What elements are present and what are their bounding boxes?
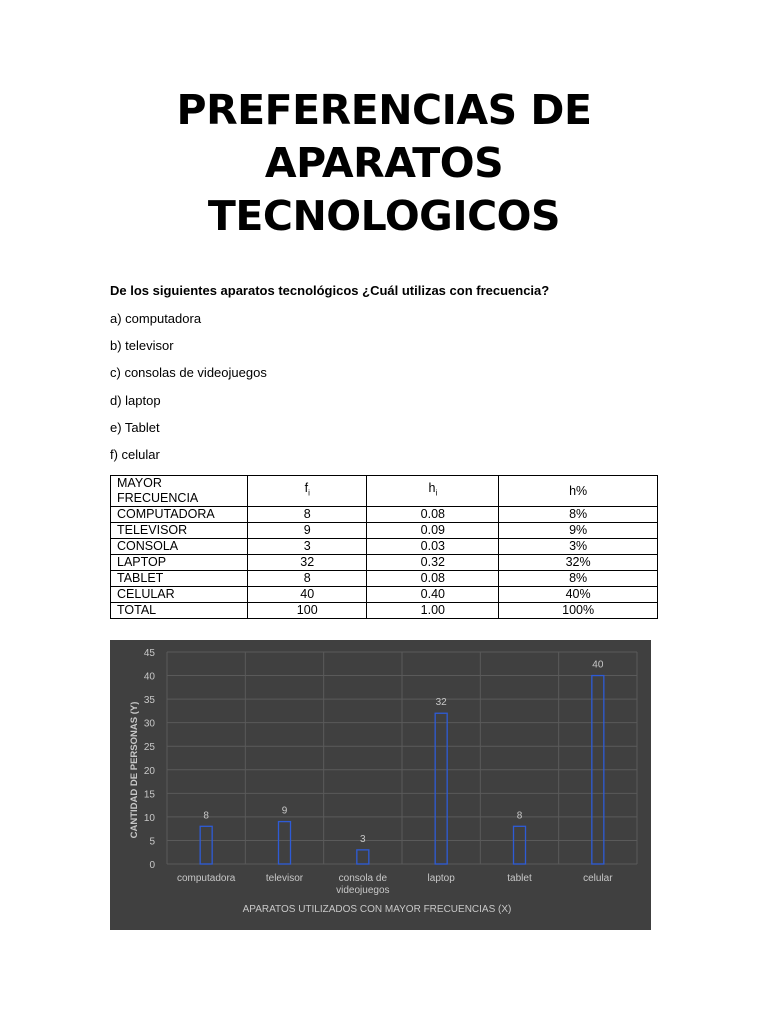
y-tick-label: 30 (143, 718, 155, 730)
bar (200, 826, 212, 864)
option-e: e) Tablet (110, 419, 160, 435)
table-row-total (111, 603, 658, 619)
x-tick-label: consola de (338, 873, 388, 884)
cell-fi: 32 (248, 555, 367, 571)
data-label: 40 (592, 659, 604, 671)
table-row (111, 587, 658, 603)
cell-hi: 0.03 (367, 539, 499, 555)
data-label: 9 (281, 805, 288, 817)
title-line-3: TECNOLOGICOS (207, 192, 561, 240)
bar (357, 850, 369, 864)
bar (435, 713, 447, 864)
option-f: f) celular (110, 446, 160, 462)
cell-hi: 0.40 (367, 587, 499, 603)
table-row (111, 539, 658, 555)
frequency-table (110, 475, 658, 619)
option-a: a) computadora (110, 311, 202, 326)
option-c: c) consolas de videojuegos (110, 365, 267, 381)
y-tick-label: 45 (143, 648, 155, 659)
cell-hi: 0.08 (367, 571, 499, 587)
cell-h-percent: 40% (499, 587, 658, 603)
data-label: 8 (203, 810, 209, 822)
cell-fi: 3 (248, 539, 367, 555)
y-axis-title: CANTIDAD DE PERSONAS (Y) (129, 701, 140, 839)
option-b: b) televisor (110, 338, 174, 354)
cell-category: TABLET (111, 571, 248, 587)
table-header-row (111, 476, 658, 507)
data-label: 8 (516, 810, 523, 822)
cell-category: COMPUTADORA (111, 507, 248, 523)
table-row (111, 555, 658, 571)
cell-h-percent: 100% (499, 603, 658, 619)
cell-category: LAPTOP (111, 555, 248, 571)
x-tick-label: laptop (427, 873, 455, 884)
cell-fi: 8 (248, 571, 367, 587)
x-tick-label: tablet (507, 873, 532, 884)
cell-category: CELULAR (111, 587, 248, 603)
title-line-1: PREFERENCIAS DE (176, 86, 592, 134)
table-row (111, 571, 658, 587)
y-tick-label: 40 (143, 671, 155, 683)
cell-h-percent: 9% (499, 523, 658, 539)
x-tick-label: celular (583, 873, 613, 884)
bar (279, 822, 291, 864)
cell-h-percent: 8% (499, 571, 658, 587)
cell-hi: 0.09 (367, 523, 499, 539)
cell-fi: 40 (248, 587, 367, 603)
title-line-2: APARATOS (264, 139, 504, 187)
data-label: 32 (435, 697, 447, 709)
y-tick-label: 20 (143, 765, 155, 777)
table-row (111, 507, 658, 523)
chart-svg (110, 640, 651, 930)
y-tick-label: 10 (143, 812, 155, 824)
y-tick-label: 25 (143, 742, 155, 754)
y-tick-label: 0 (149, 860, 155, 871)
x-tick-label: videojuegos (336, 885, 390, 896)
cell-fi: 8 (248, 507, 367, 523)
x-axis-title: APARATOS UTILIZADOS CON MAYOR FRECUENCIAS (X) (242, 904, 512, 915)
cell-h-percent: 3% (499, 539, 658, 555)
data-label: 3 (360, 833, 366, 845)
cell-hi: 0.32 (367, 555, 499, 571)
bar (514, 826, 526, 864)
header-category: MAYOR FRECUENCIA (111, 476, 248, 507)
cell-category: TOTAL (111, 603, 248, 619)
header-hi: $h_i$ (367, 476, 499, 507)
cell-fi: 9 (248, 523, 367, 539)
header-fi: $f_i$ (248, 476, 367, 507)
page-title (0, 84, 768, 243)
survey-question: De los siguientes aparatos tecnológicos ¿Cuál utilizas con frecuencia? (110, 283, 550, 298)
header-h-percent: h% (499, 476, 658, 507)
cell-fi: 100 (248, 603, 367, 619)
cell-category: CONSOLA (111, 539, 248, 555)
cell-category: TELEVISOR (111, 523, 248, 539)
cell-hi: 0.08 (367, 507, 499, 523)
y-tick-label: 35 (143, 695, 155, 707)
x-tick-label: computadora (176, 873, 236, 884)
y-tick-label: 5 (149, 836, 155, 848)
table-row (111, 523, 658, 539)
option-d: d) laptop (110, 392, 161, 408)
cell-h-percent: 8% (499, 507, 658, 523)
y-tick-label: 15 (143, 789, 155, 801)
bar-chart (110, 640, 651, 930)
cell-h-percent: 32% (499, 555, 658, 571)
answer-options (110, 311, 267, 474)
x-tick-label: televisor (265, 873, 304, 884)
cell-hi: 1.00 (367, 603, 499, 619)
